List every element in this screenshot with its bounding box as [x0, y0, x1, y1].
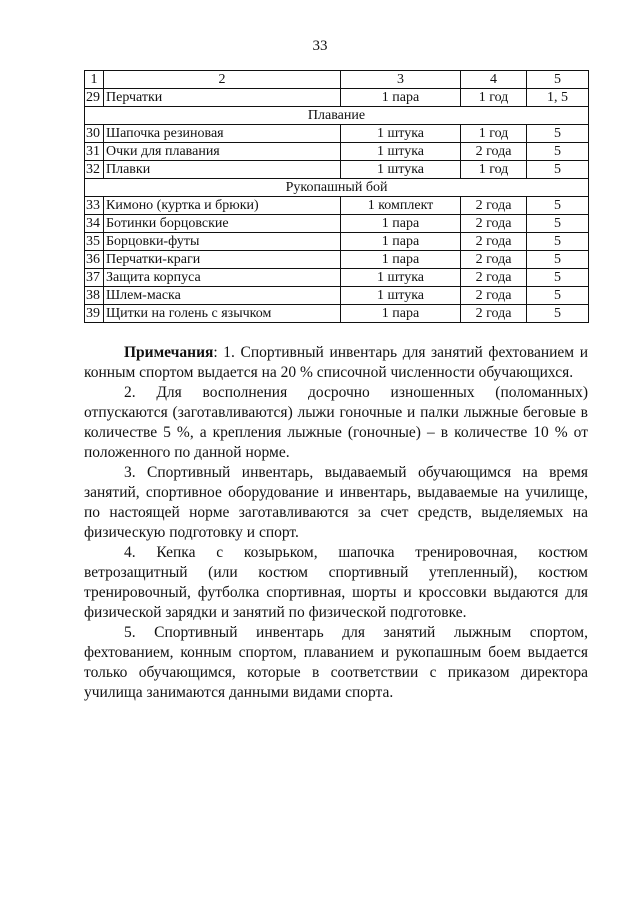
item-quantity: 1 штука	[341, 287, 461, 305]
item-term: 1 год	[461, 89, 527, 107]
row-number: 36	[85, 251, 104, 269]
item-name: Щитки на голень с язычком	[104, 305, 341, 323]
item-name: Борцовки-футы	[104, 233, 341, 251]
row-number: 29	[85, 89, 104, 107]
item-name: Шлем-маска	[104, 287, 341, 305]
item-norm: 1, 5	[527, 89, 589, 107]
item-name: Защита корпуса	[104, 269, 341, 287]
note-paragraph-5: 5. Спортивный инвентарь для занятий лыжным спортом, фехтованием, конным спортом, плаванием и рукопашным боем выдается только обучающимся, которые в соответствии с приказом директора училища занимаются данными видами спорта.	[84, 624, 588, 701]
item-term: 2 года	[461, 233, 527, 251]
table-row	[85, 89, 589, 107]
table-row	[85, 197, 589, 215]
item-name: Очки для плавания	[104, 143, 341, 161]
note-paragraph-1	[84, 343, 588, 383]
item-quantity: 1 пара	[341, 251, 461, 269]
note-text-1: : 1. Спортивный инвентарь для занятий фехтованием и конным спортом выдается на 20 % списочной численности обучающихся.	[84, 344, 588, 381]
header-cell-qty: 3	[341, 71, 461, 89]
item-term: 1 год	[461, 161, 527, 179]
section-title: Плавание	[85, 107, 589, 125]
section-row	[85, 179, 589, 197]
item-term: 2 года	[461, 197, 527, 215]
row-number: 30	[85, 125, 104, 143]
item-term: 2 года	[461, 143, 527, 161]
item-norm: 5	[527, 143, 589, 161]
item-name: Шапочка резиновая	[104, 125, 341, 143]
table-row	[85, 251, 589, 269]
row-number: 31	[85, 143, 104, 161]
item-quantity: 1 штука	[341, 269, 461, 287]
item-norm: 5	[527, 287, 589, 305]
header-cell-norm: 5	[527, 71, 589, 89]
item-quantity: 1 штука	[341, 161, 461, 179]
table-row	[85, 269, 589, 287]
item-name: Ботинки борцовские	[104, 215, 341, 233]
item-name: Плавки	[104, 161, 341, 179]
item-term: 1 год	[461, 125, 527, 143]
header-cell-num: 1	[85, 71, 104, 89]
page-number: 33	[312, 38, 328, 54]
item-name: Кимоно (куртка и брюки)	[104, 197, 341, 215]
item-norm: 5	[527, 215, 589, 233]
item-norm: 5	[527, 125, 589, 143]
item-quantity: 1 пара	[341, 89, 461, 107]
note-paragraph-3: 3. Спортивный инвентарь, выдаваемый обучающимся на время занятий, спортивное оборудование и инвентарь, выдаваемые на училище, по настоящей норме заготавливаются за счет средств, выделяемых на физическую подготовку и спорт.	[84, 464, 588, 541]
section-title: Рукопашный бой	[85, 179, 589, 197]
item-norm: 5	[527, 197, 589, 215]
item-term: 2 года	[461, 215, 527, 233]
header-cell-name: 2	[104, 71, 341, 89]
item-norm: 5	[527, 233, 589, 251]
row-number: 37	[85, 269, 104, 287]
notes-section	[84, 343, 588, 703]
item-quantity: 1 пара	[341, 233, 461, 251]
table-row	[85, 143, 589, 161]
inventory-table-body	[85, 71, 589, 323]
item-name: Перчатки-краги	[104, 251, 341, 269]
row-number: 34	[85, 215, 104, 233]
item-term: 2 года	[461, 305, 527, 323]
row-number: 35	[85, 233, 104, 251]
note-paragraph-4: 4. Кепка с козырьком, шапочка тренировочная, костюм ветрозащитный (или костюм спортивный утепленный), костюм тренировочный, футболка спортивная, шорты и кроссовки выдаются для физической зарядки и занятий по физической подготовке.	[84, 544, 588, 621]
table-row	[85, 215, 589, 233]
row-number: 38	[85, 287, 104, 305]
section-row	[85, 107, 589, 125]
note-paragraph-2: 2. Для восполнения досрочно изношенных (поломанных) отпускаются (заготавливаются) лыжи гоночные и палки лыжные беговые в количестве 5 %, а крепления лыжные (гоночные) – в количестве 10 % от положенного по данной норме.	[84, 384, 588, 461]
item-quantity: 1 штука	[341, 125, 461, 143]
item-name: Перчатки	[104, 89, 341, 107]
row-number: 39	[85, 305, 104, 323]
header-cell-term: 4	[461, 71, 527, 89]
item-norm: 5	[527, 251, 589, 269]
inventory-table	[84, 70, 589, 323]
row-number: 33	[85, 197, 104, 215]
item-term: 2 года	[461, 251, 527, 269]
table-row	[85, 125, 589, 143]
item-norm: 5	[527, 305, 589, 323]
row-number: 32	[85, 161, 104, 179]
item-quantity: 1 пара	[341, 305, 461, 323]
item-term: 2 года	[461, 269, 527, 287]
table-row	[85, 287, 589, 305]
table-row	[85, 233, 589, 251]
item-quantity: 1 комплект	[341, 197, 461, 215]
item-quantity: 1 штука	[341, 143, 461, 161]
item-norm: 5	[527, 269, 589, 287]
item-norm: 5	[527, 161, 589, 179]
table-row	[85, 161, 589, 179]
item-term: 2 года	[461, 287, 527, 305]
table-header-row	[85, 71, 589, 89]
table-row	[85, 305, 589, 323]
notes-label: Примечания	[124, 344, 214, 361]
item-quantity: 1 пара	[341, 215, 461, 233]
